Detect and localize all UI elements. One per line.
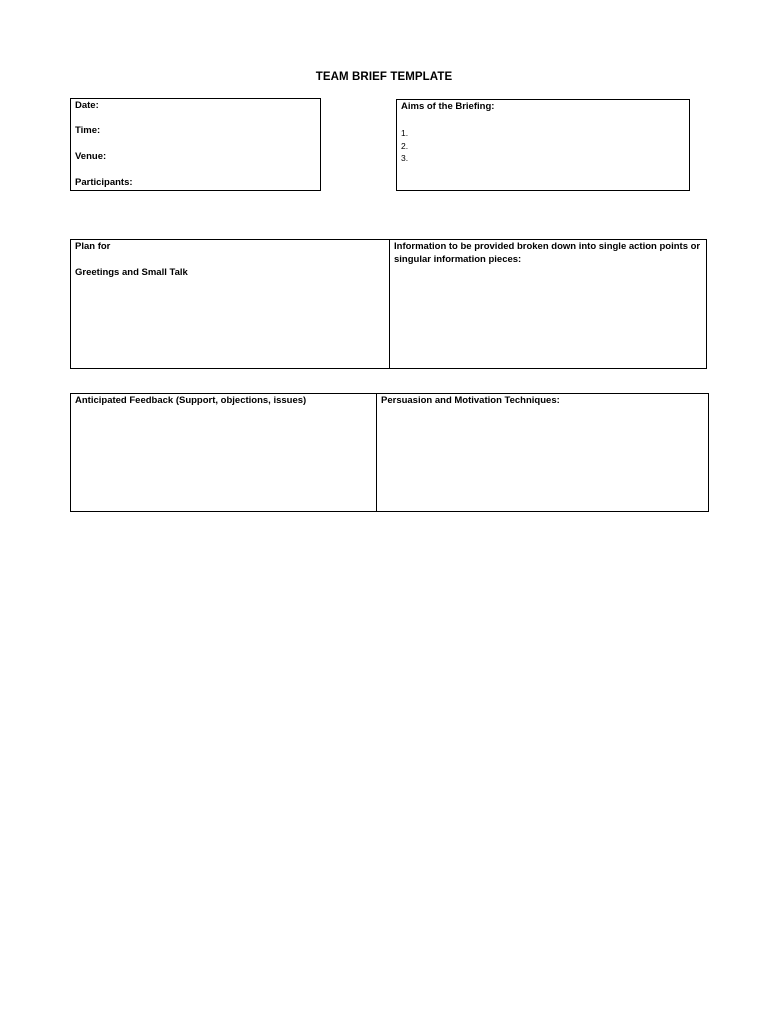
information-heading: Information to be provided broken down into single action points or singular information pieces: — [394, 241, 701, 265]
date-label: Date: — [75, 100, 99, 111]
aims-list — [401, 127, 408, 165]
information-cell — [390, 240, 706, 368]
persuasion-heading: Persuasion and Motivation Techniques: — [381, 395, 560, 406]
plan-table — [70, 239, 707, 369]
anticipated-feedback-heading: Anticipated Feedback (Support, objections, issues) — [75, 395, 307, 406]
feedback-table — [70, 393, 709, 512]
plan-cell — [71, 240, 390, 368]
aims-heading: Aims of the Briefing: — [401, 101, 495, 112]
venue-label: Venue: — [75, 151, 107, 162]
plan-heading: Plan for — [75, 241, 111, 252]
briefing-details-box — [70, 98, 321, 191]
greetings-subheading: Greetings and Small Talk — [75, 266, 188, 278]
persuasion-cell — [377, 394, 708, 511]
participants-label: Participants: — [75, 177, 133, 188]
page-title: TEAM BRIEF TEMPLATE — [315, 71, 453, 83]
time-label: Time: — [75, 125, 101, 136]
aims-list-item: 2. — [401, 140, 409, 151]
aims-box — [396, 99, 690, 191]
aims-list-item: 1. — [401, 128, 409, 138]
anticipated-feedback-cell — [71, 394, 377, 511]
aims-list-item: 3. — [401, 153, 409, 163]
